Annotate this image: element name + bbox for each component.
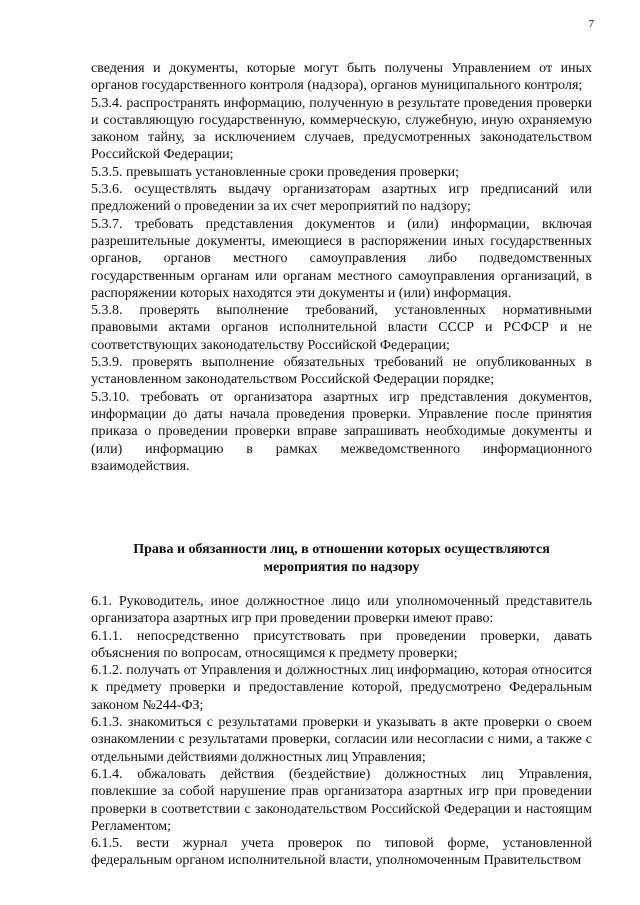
paragraph-5-3-4: 5.3.4. распространять информацию, полученную в результате проведения проверки и составляющую государственную, коммерческую, служебную, иную охраняемую законом тайну, за исключением случаев, предусмотренных законодательством Российской Федерации; bbox=[91, 95, 592, 163]
paragraph-5-3-10: 5.3.10. требовать от организатора азартных игр представления документов, информации до даты начала проведения проверки. Управление после принятия приказа о проведении проверки вправе запрашивать необходимые документы и (или) информацию в рамках межведомственного информационного взаимодействия. bbox=[91, 389, 592, 474]
paragraph-6-1-5: 6.1.5. вести журнал учета проверок по типовой форме, установленной федеральным органом исполнительной власти, уполномоченным Правительством bbox=[91, 836, 592, 869]
paragraph-6-1-3: 6.1.3. знакомиться с результатами проверки и указывать в акте проверки о своем ознакомлении с результатами проверки, согласии или несогласии с ними, а также с отдельными действиями должностных лиц Управления; bbox=[91, 715, 592, 765]
paragraph-5-3-9: 5.3.9. проверять выполнение обязательных требований не опубликованных в установленном законодательством Российской Федерации порядке; bbox=[91, 355, 592, 388]
paragraph-continuation: сведения и документы, которые могут быть получены Управлением от иных органов государственного контроля (надзора), органов муниципального контроля; bbox=[91, 61, 592, 94]
paragraph-6-1-1: 6.1.1. непосредственно присутствовать при проведении проверки, давать объяснения по вопросам, относящимся к предмету проверки; bbox=[91, 628, 592, 661]
paragraph-6-1-4: 6.1.4. обжаловать действия (бездействие) должностных лиц Управления, повлекшие за собой нарушение прав организатора азартных игр при проведении проверки в соответствии с законодательством Российской Федерации и настоящим Регламентом; bbox=[91, 766, 592, 834]
paragraph-5-3-7: 5.3.7. требовать представления документов и (или) информации, включая разрешительные документы, имеющиеся в распоряжении иных государственных органов, органов местного самоуправления либо подведомственных государственным органам или органам местного самоуправления организаций, в распоряжении которых находятся эти документы и (или) информация. bbox=[91, 216, 592, 301]
paragraph-5-3-8: 5.3.8. проверять выполнение требований, установленных нормативными правовыми актами органов исполнительной власти СССР и РСФСР и не соответствующих законодательству Российской Федерации; bbox=[91, 303, 592, 353]
paragraph-5-3-6: 5.3.6. осуществлять выдачу организаторам азартных игр предписаний или предложений о проведении за их счет мероприятий по надзору; bbox=[91, 182, 592, 215]
body-text-bottom bbox=[91, 593, 592, 870]
paragraph-6-1-2: 6.1.2. получать от Управления и должностных лиц информацию, которая относится к предмету проверки и предоставление которой, предусмотрено Федеральным законом №244-ФЗ; bbox=[91, 663, 592, 713]
page-number: 7 bbox=[588, 18, 594, 30]
body-text-top bbox=[91, 60, 592, 475]
section-heading: Права и обязанности лиц, в отношении которых осуществляются мероприятия по надзору bbox=[133, 542, 550, 575]
paragraph-6-1: 6.1. Руководитель, иное должностное лицо или уполномоченный представитель организатора азартных игр при проведении проверки имеют право: bbox=[91, 594, 592, 627]
paragraph-5-3-5: 5.3.5. превышать установленные сроки проведения проверки; bbox=[91, 164, 460, 180]
